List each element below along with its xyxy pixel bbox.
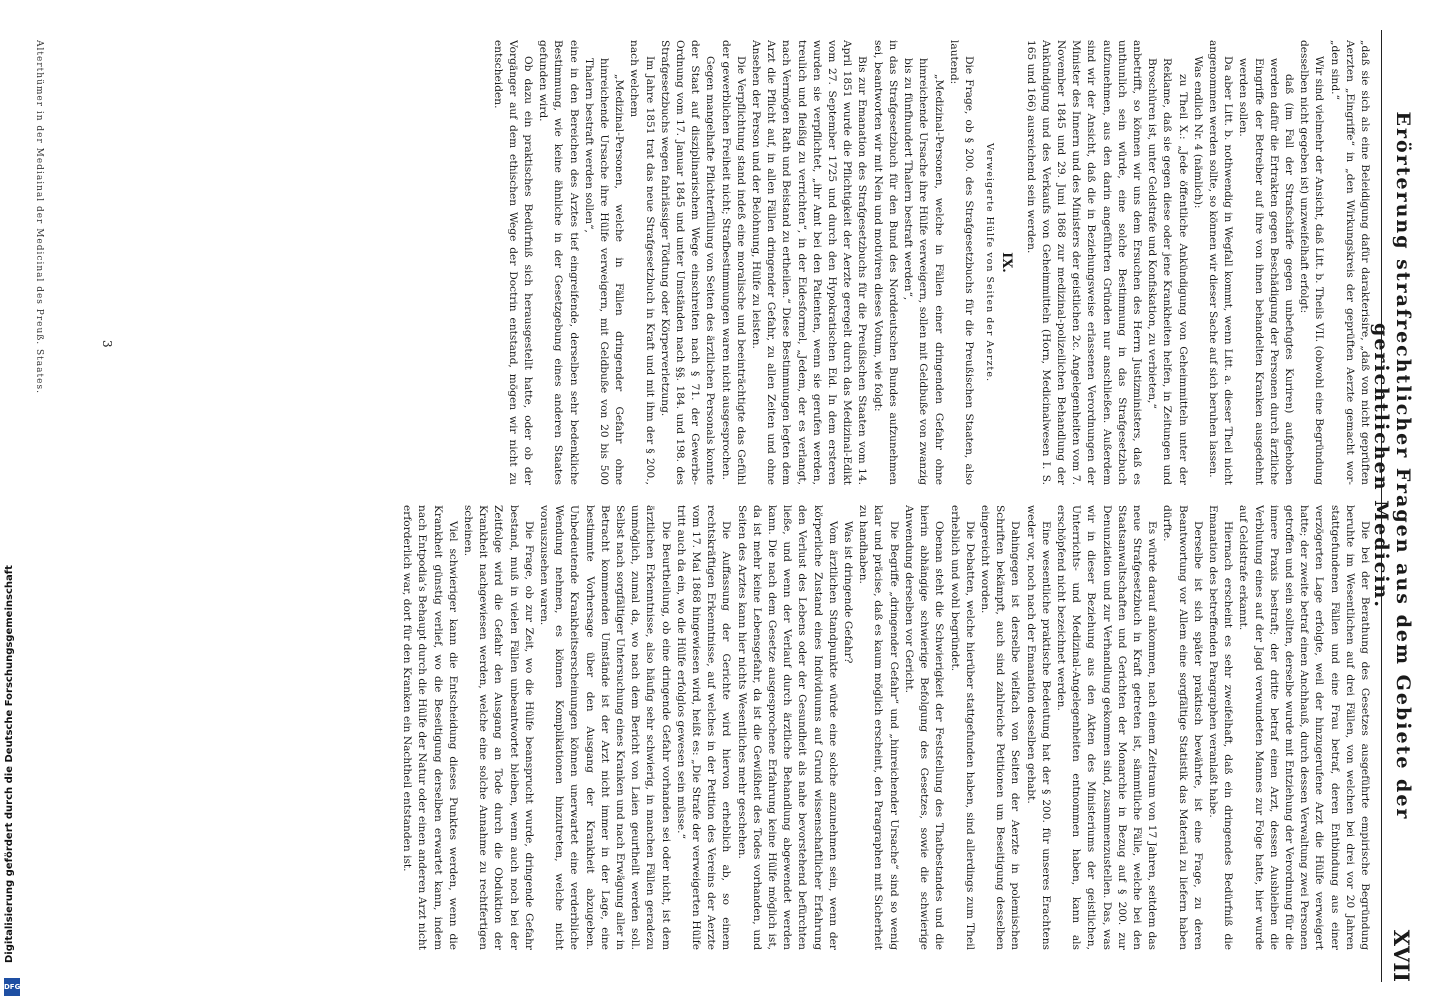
paragraph: „Medizinal-Personen, welche in Fällen dringender Gefahr ohne hinreichende Ursache ihre Hülfe verweigern, mit Geldbuße von 20 bis 500 Thalern bestraft werden sollen“,	[582, 58, 626, 485]
paragraph: in das Strafgesetzbuch für den Bund des Norddeutschen Bundes aufzunehmen sei, beantworten wir mit Nein und motiviren dieses Votum, wie folgt:	[871, 40, 899, 485]
paragraph: Es würde darauf ankommen, nach einem Zeitraum von 17 Jahren, seitdem das neue Strafgesetzbuch in Kraft getreten ist, sämmtliche Fälle, welche bei den Staatsanwaltschaften und Gerichten der Monarchie in Bezug auf § 200. zur Denunziation und zur Verhandlung gekommen sind, zusammenzustellen. Das, was wir in dieser Beziehung aus den Akten des Ministeriums der geistlichen, Unterrichts- und Medizinal-Angelegenheiten entnommen haben, kann als erschöpfend nicht bezeichnet werden.	[1054, 505, 1159, 950]
paragraph: anbetrifft, so können wir uns dem Ersuchen des Herrn Justizministers, daß es unthunlich sein würde, eine solche Bestimmung in das Strafgesetzbuch aufzunehmen, aus den darin angeführten Gründen nur anschließen. Außerdem sind wir der Ansicht, daß die in Beziehungsweise erlassenen Verordnungen der Minister des Innern und des Ministers der geistlichen 2c. Angelegenheiten vom 7. November 1845 und 29. Juni 1868 zur medizinal-polizeilichen Behandlung der Ankündigung und des Verkaufs von Geheimmitteln (Horn, Medicinalwesen I. S. 165 und 166) ausreichend sein werden.	[1024, 40, 1143, 485]
paragraph: Die Frage, ob zur Zeit, wo die Hülfe beansprucht wurde, dringende Gefahr bestand, muß in vielen Fällen unbeantwortet bleiben, wenn auch noch bei der Zeitfolge wird die Gefahr den Ausgang an Tode durch die Obduktion der Krankheit nachgewiesen werden, welche eine solche Annahme zu rechtfertigen scheinen.	[462, 505, 535, 950]
paragraph: Was ist dringende Gefahr?	[842, 521, 855, 664]
paragraph: Bis zur Emanation des Strafgesetzbuchs für die Preußischen Staaten vom 14. April 1851 wurde die Pflichtigkeit der Aerzte geregelt durch das Medizinal-Edikt vom 27. September 1725 und durch den Hypokratischen Eid. In dem ersteren wurden sie verpflichtet, „ihr Amt bei den Patienten, wenn sie gerufen werden, treulich und fleißig zu verrichten“, in der Eidesformel, „Jedem, der es verlangt, nach Vermögen Rath und Beistand zu ertheilen.“ Diese Bestimmungen legten dem Arzt die Pflicht auf, in allen Fällen dringender Gefahr, zu allen Zeiten und ohne Ansehen der Person und der Belohnung, Hülfe zu leisten.	[750, 40, 869, 485]
paragraph: Dahingegen ist derselbe vielfach von Seiten der Aerzte in polemischen Schriften bekämpft, auch sind zahlreiche Petitionen um Beseitigung desselben eingereicht worden.	[978, 505, 1022, 950]
paragraph: Die Beurtheilung, ob eine dringende Gefahr vorhanden sei oder nicht, ist dem ärztlichen Erkenntnisse, also häufig sehr schwierig, in manchen Fällen geradezu unmöglich, zumal da, wo nach dem Bericht von Laien geurtheilt werden soll. Selbst nach sorgfältiger Untersuchung eines Kranken und nach Erwägung aller in Betracht kommenden Umstände ist der Arzt nicht immer in der Lage, eine bestimmte Vorhersage über den Ausgang der Krankheit abzugeben. Unbedeutende Krankheitserscheinungen können unerwartet eine verderbliche Wendung nehmen, es können Komplikationen hinzutreten, welche nicht vorauszusehen waren.	[538, 505, 672, 950]
credit-text: Digitalisierung gefördert durch die Deutsche Forschungsgemeinschaft	[4, 565, 15, 963]
footnote: Alterthümer in der Mediainal der Medicinal des Preuß. Staates.	[34, 40, 44, 394]
paragraph: Im Jahre 1851 trat das neue Strafgesetzbuch in Kraft und mit ihm der § 200., nach welchem	[628, 40, 656, 485]
paragraph: Was endlich Nr. 4 (nämlich):	[1191, 56, 1204, 209]
paragraph: „Medizinal-Personen, welche in Fällen einer dringenden Gefahr ohne hinreichende Ursache ihre Hülfe verweigern, sollen mit Geldbuße von zwanzig bis zu fünfhundert Thalern bestraft werden“,	[902, 58, 945, 485]
paragraph: Die bei der Berathung des Gesetzes ausgeführte empirische Begründung beruhte im Wesentlichen auf drei Fällen, von welchen bei drei vor 20 Jahren stattgefundenen Fällen und eine Frau betraf, deren Entbindung aus einer verzögerten Lage erfolgte, weil der hinzugerufene Arzt die Hülfe verweigert hatte; der zweite betraf einen Anchhauß, durch dessen Verwaltung zwei Personen getroffen und sein sollten, derselbe wurde mit Entziehung der Verordnung für die innere Praxis bestraft; der dritte betraf einen Arzt, dessen Ausbleiben die Verblutung eines auf der Jagd verwundeten Mannes zur Folge hatte, hier wurde auf Geldstrafe erkannt.	[1237, 505, 1371, 950]
paragraph: Die Verpflichtung stand indeß eine moralische und beeinträchtigte das Gefühl der gewerblichen Freiheit nicht; Strafbestimmungen waren nicht ausgesprochen.	[719, 40, 747, 485]
paragraph: Derselbe ist sich später praktisch bewährte, ist eine Frage, zu deren Beantwortung vor Allem eine sorgfältige Statistik das Material zu liefern haben dürfte.	[1161, 505, 1204, 950]
paragraph: Die Frage, ob § 200. des Strafgesetzbuchs für die Preußischen Staaten, also lautend:	[947, 40, 975, 485]
section-number: IX.	[999, 252, 1015, 273]
paragraph: Hiernach erscheint es sehr zweifelhaft, daß ein dringendes Bedürfniß die Emanation des betreffenden Paragraphen veranlaßt habe.	[1206, 505, 1235, 950]
running-head	[1370, 30, 1414, 982]
dfg-logo-icon: DFG	[4, 978, 20, 996]
paragraph: „daß sie sich als eine Beleidigung dafür darakterisire, „daß von nicht geprüften Aerzten „Eingriffe“ in „den Wirkungskreis der geprüften Aerzte gemacht wor- „den sind.“	[1328, 40, 1371, 485]
paragraph: zu Theil X.: „Jede öffentliche Ankündigung von Geheimmitteln unter der Reklame, daß sie gegen diese oder jene Krankheiten helfen, in Zeitungen und Broschüren ist, unter Geldstrafe und Konfiskation, zu verbieten,“	[1146, 58, 1189, 485]
paragraph: daß (im Fall der Strafschärfe gegen unbefugtes Kuriren) aufgehoben werden dafür die Ertrakten gegen Beschädigung der Personen durch ärztliche Eingriffe der Betreiber auf ihre von ihnen behandelten Kranken ausgedehnt werden sollen.	[1237, 58, 1295, 485]
paragraph: Wir sind vielmehr der Ansicht, daß Litt. b. Theils VII. (obwohl eine Begründung desselben nicht gegeben ist) unzweifelhaft erfolgt:	[1298, 40, 1326, 485]
paragraph: Die Begriffe „dringender Gefahr“ und „hinreichender Ursache“ sind so wenig klar und präcise, daß es kaum möglich erscheint, den Paragraphen mit Sicherheit zu handhaben.	[857, 505, 900, 950]
paragraph: eine in den Bereichen des Arztes tief eingreifende, derselben sehr bedenkliche Bestimmung, wie keine ähnliche in der Gesetzgebung eines anderen Staates gefunden wird.	[537, 40, 580, 485]
page-title: Erörterung strafrechtlicher Fragen aus dem Gebiete der gerichtlichen Medicin.	[1370, 111, 1414, 821]
paragraph: Vom ärztlichen Standpunkte würde eine solche anzunehmen sein, wenn der körperliche Zustand eines Individuums auf Grund wissenschaftlicher Erfahrung den Verlust des Lebens oder der Gesundheit als nahe bevorstehend befürchten ließe, und wenn der Verlauf durch ärztliche Behandlung abgewendet werden kann. Die nach dem Gesetze ausgesprochene Erfahrung keine Hülfe möglich ist, da ist mehr keine Lebensgefahr, da ist die Gewißheit des Todes vorhanden, und Seiten des Arztes kann hier nichts Wesentliches mehr geschehen.	[735, 505, 839, 950]
section-subtitle: Verweigerte Hülfe von Seiten der Aerzte.	[984, 143, 996, 382]
right-column	[67, 505, 1372, 950]
paragraph: Die Debatten, welche hierüber stattgefunden haben, sind allerdings zum Theil erheblich und wohl begründet.	[948, 505, 976, 950]
paragraph: Ob dazu ein praktisches Bedürfniß sich herausgestellt hatte, oder ob der Vorgänger auf dem ethischen Wege der Doctrin entstand, mögen wir nicht zu entscheiden.	[491, 40, 535, 485]
left-column	[67, 40, 1372, 485]
paragraph: Die Auffassung der Gerichte wird hiervon erheblich ab, so einem rechtskräftigen Erkenntnisse, auf welches in der Petition des Vereins der Aerzte vom 17. Mai 1868 hingewiesen wird, heißt es: „Die Strafe der verweigerten Hülfe tritt auch da ein, wo die Hülfe erfolglos gewesen sein müsse.“	[674, 505, 733, 950]
paragraph: Obenan steht die Schwierigkeit der Feststellung des Thatbestandes und die hierin abhängige schwierige Befolgung des Gesetzes, sowie die schwierige Anwendung derselben vor Gericht.	[902, 505, 946, 950]
paragraph: Da aber Litt. b. nothwendig in Wegfall kommt, wenn Litt. a. dieser Theil nicht angenommen werden sollte, so können wir dieser Sache auf sich beruhen lassen.	[1206, 40, 1235, 485]
paragraph: Gegen mangelhafte Pflichterfüllung von Seiten des ärztlichen Personals konnte der Staat auf disziplinarischem Wege einschreiten nach § 71. der Gewerbe-Ordnung vom 17. Januar 1845 und unter Umständen nach §§. 184. und 198. des Strafgesetzbuchs wegen fahrlässiger Tödtung oder Körperverletzung.	[658, 40, 717, 485]
paragraph: Eine wesentliche praktische Bedeutung hat der § 200. für unseres Erachtens weder vor, noch nach der Emanation desselben gehabt.	[1024, 505, 1052, 950]
page-number: XVII	[1389, 929, 1414, 982]
page-signature: 3	[100, 340, 114, 348]
paragraph: Viel schwieriger kann die Entscheidung dieses Punktes werden, wenn die Krankheit günstig verlief, wo die Beseitigung derselben erwartet kann, indem nach Entpodia’s Behaupt durch die Hülfe der Natur oder einen anderen Arzt nicht erforderlich war, dort für den Kranken ein Nachtheil entstanden ist.	[401, 505, 459, 950]
credit-strip	[4, 565, 21, 996]
